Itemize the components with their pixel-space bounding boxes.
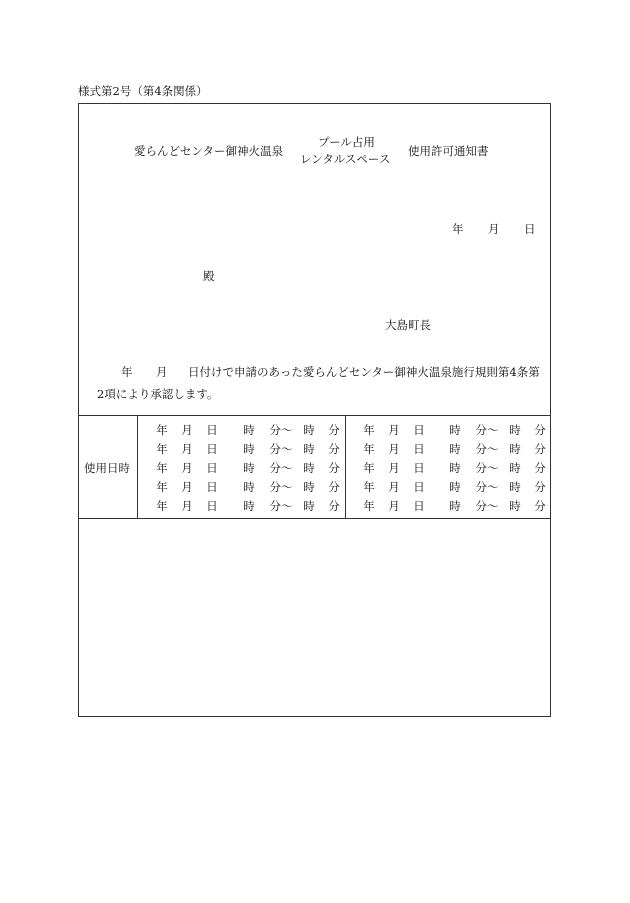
row-year: 年 <box>156 499 168 513</box>
row-day: 日 <box>206 442 218 456</box>
table-top-rule <box>78 415 551 416</box>
row-minute-end: 分 <box>534 480 546 494</box>
row-hour: 時 <box>449 499 461 513</box>
row-minute-end: 分 <box>328 480 340 494</box>
row-hour-end: 時 <box>303 423 315 437</box>
row-hour-end: 時 <box>303 480 315 494</box>
row-day: 日 <box>413 423 425 437</box>
row-day: 日 <box>206 499 218 513</box>
row-month: 月 <box>388 442 400 456</box>
row-hour: 時 <box>449 480 461 494</box>
row-hour: 時 <box>243 499 255 513</box>
row-year: 年 <box>363 442 375 456</box>
row-minute-end: 分 <box>534 423 546 437</box>
row-year: 年 <box>156 480 168 494</box>
row-hour-end: 時 <box>509 461 521 475</box>
row-minute-tilde: 分～ <box>475 423 499 437</box>
row-day: 日 <box>413 480 425 494</box>
body-line1: 日付けで申請のあった愛らんどセンター御神火温泉施行規則第4条第 <box>188 365 540 379</box>
row-day: 日 <box>413 461 425 475</box>
row-minute-tilde: 分～ <box>269 480 293 494</box>
row-month: 月 <box>181 442 193 456</box>
form-frame <box>78 103 551 717</box>
row-minute-end: 分 <box>534 442 546 456</box>
label-divider <box>137 415 138 518</box>
row-hour: 時 <box>449 442 461 456</box>
row-hour-end: 時 <box>303 442 315 456</box>
row-minute-tilde: 分～ <box>475 461 499 475</box>
purpose-pool: プール占用 <box>318 135 375 149</box>
row-minute-tilde: 分～ <box>269 461 293 475</box>
row-year: 年 <box>156 423 168 437</box>
row-minute-end: 分 <box>328 423 340 437</box>
row-minute-end: 分 <box>534 461 546 475</box>
row-hour: 時 <box>243 480 255 494</box>
row-month: 月 <box>388 499 400 513</box>
purpose-rental-space: レンタルスペース <box>300 152 391 166</box>
row-minute-end: 分 <box>328 442 340 456</box>
row-hour-end: 時 <box>303 499 315 513</box>
date-month: 月 <box>488 222 500 236</box>
row-year: 年 <box>156 442 168 456</box>
row-minute-tilde: 分～ <box>475 480 499 494</box>
document-type: 使用許可通知書 <box>408 144 489 158</box>
row-minute-tilde: 分～ <box>475 442 499 456</box>
row-month: 月 <box>181 499 193 513</box>
row-month: 月 <box>181 461 193 475</box>
date-year: 年 <box>452 222 464 236</box>
row-month: 月 <box>181 480 193 494</box>
row-month: 月 <box>388 480 400 494</box>
row-hour-end: 時 <box>509 423 521 437</box>
row-day: 日 <box>413 499 425 513</box>
body-month: 月 <box>156 365 168 379</box>
body-year: 年 <box>121 365 133 379</box>
facility-name: 愛らんどセンター御神火温泉 <box>134 144 284 158</box>
row-day: 日 <box>413 442 425 456</box>
row-day: 日 <box>206 461 218 475</box>
column-divider <box>345 415 346 518</box>
issuer: 大島町長 <box>385 318 431 332</box>
row-hour-end: 時 <box>509 480 521 494</box>
row-year: 年 <box>363 499 375 513</box>
row-hour: 時 <box>449 423 461 437</box>
row-hour: 時 <box>243 461 255 475</box>
row-year: 年 <box>363 480 375 494</box>
row-minute-end: 分 <box>328 461 340 475</box>
row-hour: 時 <box>243 442 255 456</box>
addressee-honorific: 殿 <box>203 269 215 283</box>
row-minute-end: 分 <box>328 499 340 513</box>
date-day: 日 <box>524 222 536 236</box>
row-minute-end: 分 <box>534 499 546 513</box>
row-year: 年 <box>363 423 375 437</box>
row-year: 年 <box>363 461 375 475</box>
row-minute-tilde: 分～ <box>269 423 293 437</box>
row-month: 月 <box>181 423 193 437</box>
row-hour: 時 <box>449 461 461 475</box>
usage-datetime-label: 使用日時 <box>84 461 130 475</box>
row-minute-tilde: 分～ <box>269 442 293 456</box>
row-day: 日 <box>206 423 218 437</box>
row-day: 日 <box>206 480 218 494</box>
row-hour: 時 <box>243 423 255 437</box>
table-bottom-rule <box>78 518 551 519</box>
row-minute-tilde: 分～ <box>269 499 293 513</box>
row-month: 月 <box>388 461 400 475</box>
row-minute-tilde: 分～ <box>475 499 499 513</box>
body-line2: 2項により承認します。 <box>97 387 219 401</box>
row-hour-end: 時 <box>303 461 315 475</box>
row-hour-end: 時 <box>509 499 521 513</box>
row-hour-end: 時 <box>509 442 521 456</box>
form-number: 様式第2号（第4条関係） <box>78 84 208 98</box>
row-month: 月 <box>388 423 400 437</box>
row-year: 年 <box>156 461 168 475</box>
